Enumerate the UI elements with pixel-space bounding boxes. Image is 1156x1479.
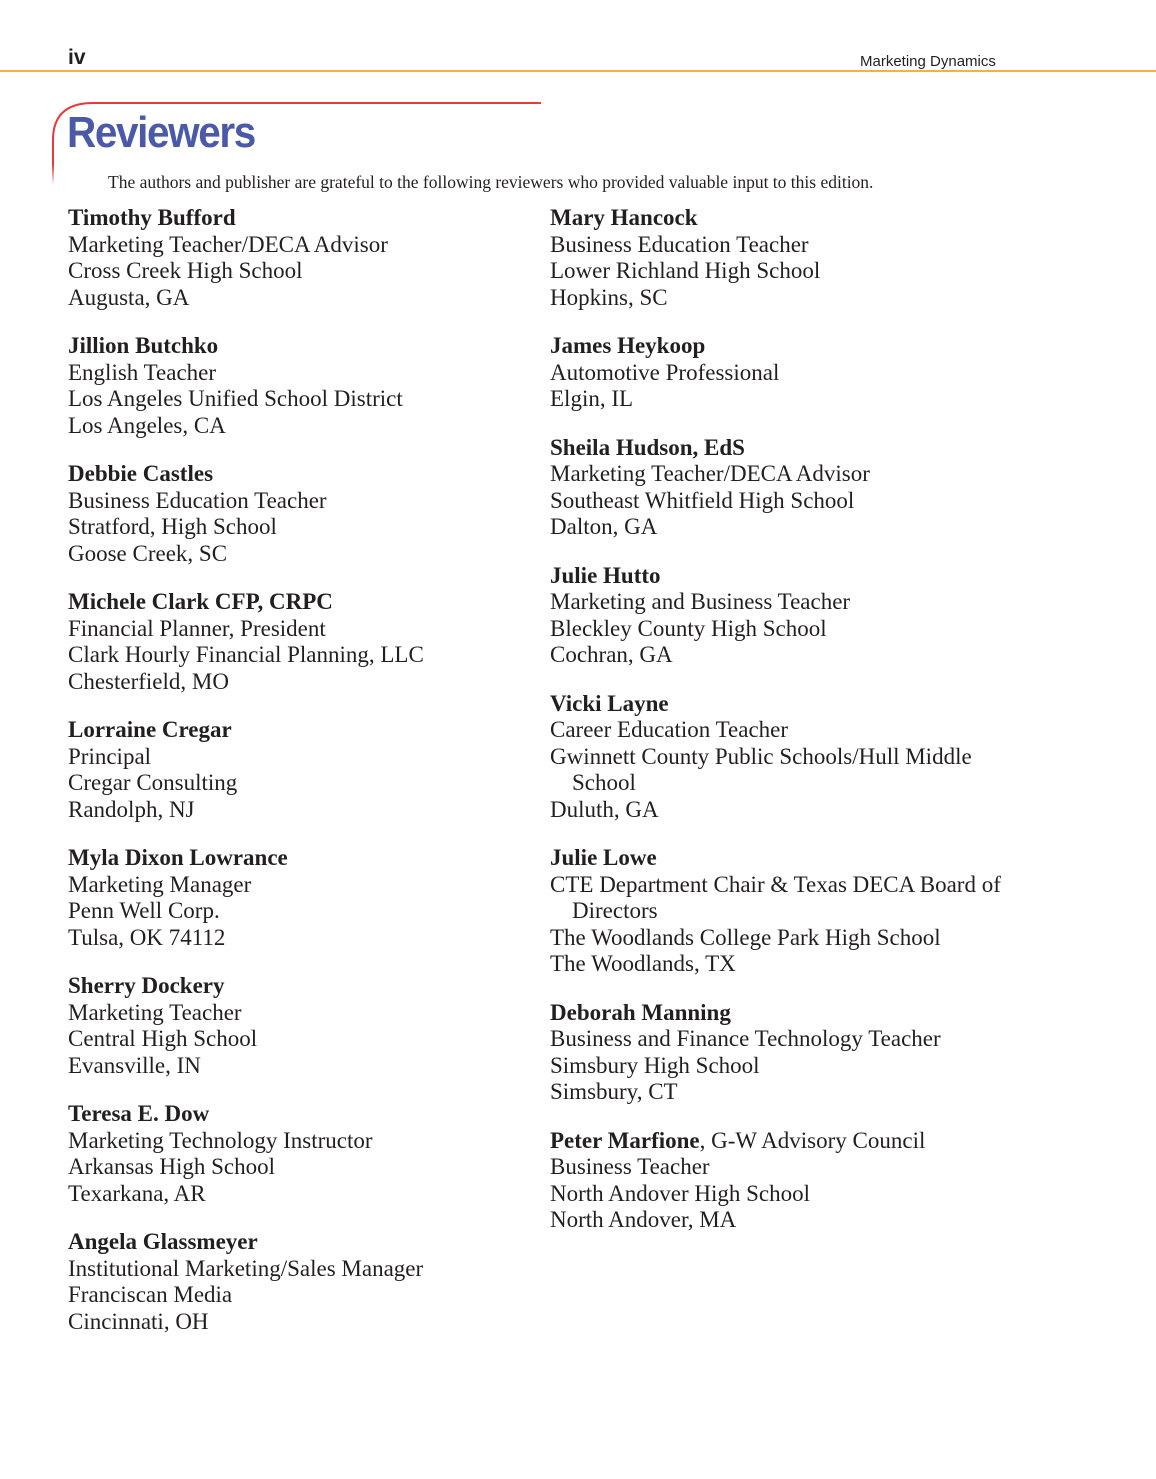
reviewer-heading [68, 717, 538, 744]
running-head: Marketing Dynamics [860, 53, 996, 70]
reviewer-heading [68, 973, 538, 1000]
reviewer-heading [550, 563, 1015, 590]
reviewer-detail-line: Cochran, GA [550, 642, 673, 667]
reviewer-name: Vicki Layne [550, 690, 669, 716]
reviewer-detail-line: Central High School [68, 1026, 258, 1051]
reviewer-detail-line: Cregar Consulting [68, 770, 238, 795]
reviewer-entry [550, 1128, 1015, 1234]
reviewer-detail-line: Marketing Manager [68, 871, 252, 897]
reviewer-detail-line: Business Education Teacher [550, 231, 809, 257]
reviewer-entry [68, 205, 538, 311]
reviewer-heading [550, 333, 1015, 360]
reviewer-detail-line: The Woodlands College Park High School [550, 924, 941, 950]
reviewer-detail-line: Business Education Teacher [68, 487, 327, 513]
reviewer-name: Teresa E. Dow [68, 1101, 210, 1126]
reviewer-detail-line: Marketing Teacher/DECA Advisor [68, 231, 388, 257]
reviewers-left-column [68, 205, 538, 1357]
reviewer-heading [68, 461, 538, 488]
reviewer-entry [68, 333, 538, 439]
reviewer-detail-line: Chesterfield, MO [68, 668, 229, 694]
reviewer-entry [68, 1101, 538, 1207]
reviewer-name: Julie Lowe [550, 845, 657, 870]
reviewer-detail-line: Marketing and Business Teacher [550, 589, 851, 614]
reviewer-heading [68, 333, 538, 360]
reviewer-detail-line: Duluth, GA [550, 796, 659, 822]
reviewer-detail-line: Randolph, NJ [68, 796, 195, 822]
reviewer-heading [550, 435, 1015, 462]
reviewer-detail-line: Career Education Teacher [550, 717, 789, 742]
reviewer-detail-line: Business Teacher [550, 1154, 710, 1179]
reviewer-name: Mary Hancock [550, 205, 698, 230]
reviewer-detail-line: Tulsa, OK 74112 [68, 924, 226, 950]
reviewer-name: Debbie Castles [68, 461, 214, 486]
page-title: Reviewers [67, 108, 255, 157]
reviewer-heading [550, 1128, 1015, 1155]
reviewer-detail-line: Dalton, GA [550, 514, 658, 539]
reviewer-detail-line: Gwinnett County Public Schools/Hull Middle School [550, 743, 972, 795]
reviewer-detail-line: Lower Richland High School [550, 258, 821, 283]
reviewer-heading [68, 845, 538, 872]
reviewer-name: James Heykoop [550, 333, 706, 358]
reviewer-name: Myla Dixon Lowrance [68, 845, 288, 870]
reviewer-heading [550, 205, 1015, 232]
reviewer-detail-line: Bleckley County High School [550, 615, 827, 641]
reviewer-detail-line: Southeast Whitfield High School [550, 487, 855, 513]
reviewer-detail-line: North Andover High School [550, 1180, 811, 1206]
reviewer-entry [68, 1229, 538, 1335]
reviewer-name: Sherry Dockery [68, 973, 225, 998]
reviewer-detail-line: Automotive Professional [550, 359, 780, 385]
reviewer-affiliation-suffix: , G-W Advisory Council [699, 1127, 926, 1153]
reviewer-detail-line: Arkansas High School [68, 1154, 275, 1179]
reviewer-name: Deborah Manning [550, 999, 731, 1025]
intro-text: The authors and publisher are grateful to the following reviewers who provided valuable input to this edition. [108, 172, 874, 192]
reviewer-heading [68, 1229, 538, 1256]
reviewer-heading [68, 205, 538, 232]
reviewer-entry [550, 1000, 1015, 1106]
reviewer-name: Sheila Hudson, EdS [550, 434, 745, 460]
reviewer-detail-line: Marketing Teacher/DECA Advisor [550, 461, 870, 486]
reviewer-detail-line: Business and Finance Technology Teacher [550, 1026, 941, 1051]
reviewers-right-column [550, 205, 1015, 1256]
page-number: iv [68, 46, 86, 69]
header-rule [0, 70, 1156, 72]
reviewer-heading [68, 1101, 538, 1128]
reviewer-name: Julie Hutto [550, 562, 661, 588]
reviewer-entry [550, 691, 1015, 824]
reviewer-detail-line: Hopkins, SC [550, 284, 668, 310]
reviewer-detail-line: Evansville, IN [68, 1052, 201, 1078]
reviewer-detail-line: Franciscan Media [68, 1282, 233, 1307]
reviewer-heading [550, 845, 1015, 872]
reviewer-heading [550, 691, 1015, 718]
reviewer-entry [68, 845, 538, 951]
reviewer-name: Jillion Butchko [68, 333, 219, 358]
reviewer-entry [550, 435, 1015, 541]
reviewer-heading [550, 1000, 1015, 1027]
reviewer-detail-line: Augusta, GA [68, 284, 190, 310]
reviewer-name: Angela Glassmeyer [68, 1229, 258, 1254]
reviewer-entry [68, 461, 538, 567]
reviewer-detail-line: Principal [68, 743, 152, 769]
reviewer-detail-line: Elgin, IL [550, 386, 634, 411]
reviewer-detail-line: Financial Planner, President [68, 615, 326, 641]
reviewer-detail-line: The Woodlands, TX [550, 951, 736, 976]
reviewer-name: Lorraine Cregar [68, 717, 232, 742]
reviewer-detail-line: Institutional Marketing/Sales Manager [68, 1255, 424, 1281]
reviewer-detail-line: Simsbury High School [550, 1052, 760, 1078]
reviewer-detail-line: Cincinnati, OH [68, 1308, 209, 1334]
reviewer-detail-line: English Teacher [68, 359, 217, 385]
reviewer-detail-line: North Andover, MA [550, 1207, 737, 1232]
reviewer-detail-line: Los Angeles, CA [68, 412, 226, 438]
reviewer-entry [550, 845, 1015, 978]
reviewer-detail-line: Simsbury, CT [550, 1079, 678, 1104]
reviewer-entry [550, 563, 1015, 669]
reviewer-detail-line: Cross Creek High School [68, 258, 303, 283]
reviewer-detail-line: Clark Hourly Financial Planning, LLC [68, 642, 424, 667]
reviewer-detail-line: Goose Creek, SC [68, 540, 228, 566]
reviewer-name: Timothy Bufford [68, 205, 236, 230]
reviewer-entry [550, 205, 1015, 311]
reviewer-name: Michele Clark CFP, CRPC [68, 589, 333, 614]
reviewer-detail-line: Penn Well Corp. [68, 898, 220, 923]
reviewer-detail-line: Marketing Teacher [68, 999, 242, 1025]
reviewer-entry [68, 717, 538, 823]
reviewer-heading [68, 589, 538, 616]
reviewer-detail-line: Texarkana, AR [68, 1180, 206, 1206]
reviewer-detail-line: Los Angeles Unified School District [68, 386, 403, 411]
reviewer-name: Peter Marfione [550, 1127, 700, 1153]
reviewer-entry [550, 333, 1015, 413]
reviewer-entry [68, 589, 538, 695]
reviewer-detail-line: CTE Department Chair & Texas DECA Board of Directors [550, 871, 1001, 923]
reviewer-detail-line: Stratford, High School [68, 514, 277, 539]
reviewer-entry [68, 973, 538, 1079]
reviewer-detail-line: Marketing Technology Instructor [68, 1127, 373, 1153]
